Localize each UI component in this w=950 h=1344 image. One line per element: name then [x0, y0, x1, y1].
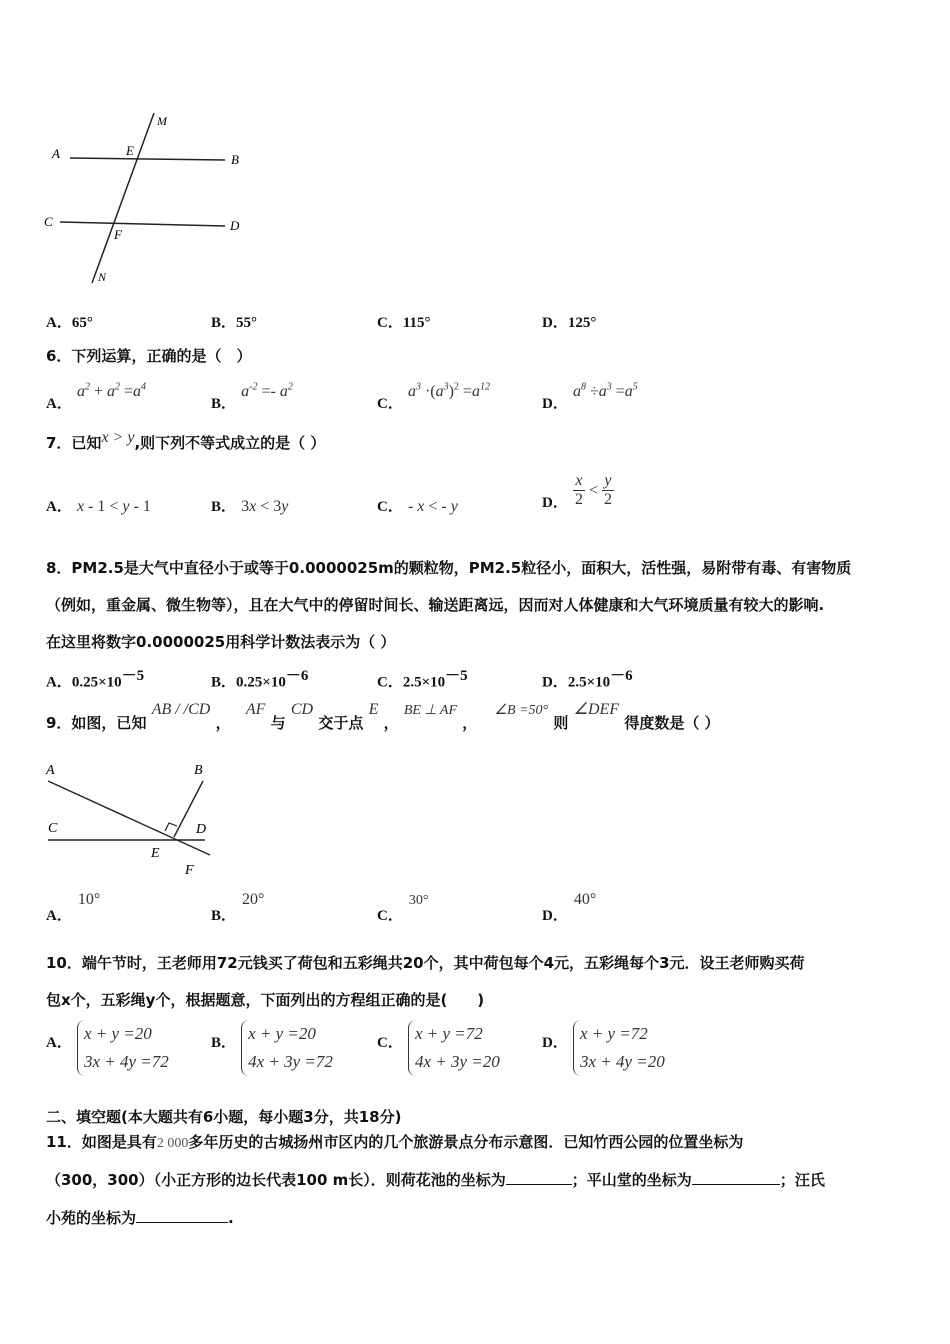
- q8-line2: （例如，重金属、微生物等），且在大气中的停留时间长、输送距离远，因而对人体健康和大气环境质量有较大的影响.: [46, 596, 825, 614]
- q10-line2: 包x个，五彩绳y个，根据题意，下面列出的方程组正确的是( ): [46, 991, 485, 1009]
- q5-option-b[interactable]: B．55°: [211, 315, 258, 331]
- label-n: N: [98, 270, 107, 284]
- q7-option-c[interactable]: C． - x < - y: [377, 498, 458, 515]
- q9-right-angle-mark: [165, 823, 177, 831]
- q9-label-d: D: [196, 822, 207, 837]
- label-a: A: [52, 146, 60, 161]
- q8-line3: 在这里将数字0.0000025用科学计数法表示为（ ）: [46, 633, 396, 651]
- label-d: D: [230, 218, 240, 233]
- q8-option-d[interactable]: D．$2.5\times 10^{-6}$: [542, 668, 633, 691]
- q6-option-d[interactable]: D． $a^8 \div a^3 =a^5$: [542, 381, 638, 412]
- label-e: E: [126, 143, 134, 158]
- q10-option-c[interactable]: C． x + y =72 4x + 3y =20: [377, 1020, 500, 1076]
- q9-option-b[interactable]: B．20°: [211, 891, 265, 924]
- answer-blank-lotus-pond[interactable]: [506, 1184, 572, 1185]
- q8-option-a[interactable]: A．$0.25\times 10^{-5}$: [46, 668, 145, 691]
- q11-line1: 11．如图是具有2 000多年历史的古城扬州市区内的几个旅游景点分布示意图．已知竹西公园的位置坐标为: [46, 1133, 744, 1151]
- q5-option-c[interactable]: C．115°: [377, 315, 431, 331]
- q5-option-d[interactable]: D．125°: [542, 315, 597, 331]
- q11-line3: 小苑的坐标为 .: [46, 1209, 234, 1227]
- q10-option-b[interactable]: B． x + y =20 4x + 3y =72: [211, 1020, 333, 1076]
- line-cd: [60, 222, 225, 226]
- q9-label-f: F: [185, 863, 194, 878]
- label-c: C: [44, 214, 53, 229]
- q7-stem: 7．已知x > y,则下列不等式成立的是（ ）: [46, 429, 326, 452]
- equation-system: x + y =72 4x + 3y =20: [408, 1020, 500, 1076]
- label-f: F: [114, 227, 122, 242]
- q6-option-b[interactable]: B． $a^{-2} =- a^2$: [211, 381, 293, 412]
- q10-option-a[interactable]: A． x + y =20 3x + 4y =72: [46, 1020, 169, 1076]
- label-b: B: [231, 152, 239, 167]
- q11-line2: （300，300）（小正方形的边长代表100 m长）．则荷花池的坐标为 ；平山堂的坐标为 ；汪氏: [46, 1171, 825, 1189]
- line-mn: [92, 113, 154, 283]
- q8-option-b[interactable]: B．$0.25\times 10^{-6}$: [211, 668, 309, 691]
- q9-label-b: B: [194, 763, 203, 778]
- q8-line1: 8．PM2.5是大气中直径小于或等于0.0000025m的颗粒物，PM2.5粒径小，面积大，活性强，易附带有毒、有害物质: [46, 559, 852, 577]
- q7-option-d[interactable]: D． $\frac{x}{2}$ < $\frac{y}{2}$: [542, 472, 612, 511]
- answer-blank-wang-garden[interactable]: [136, 1222, 228, 1223]
- equation-system: x + y =20 4x + 3y =72: [241, 1020, 333, 1076]
- q6-stem: 6．下列运算，正确的是（ ）: [46, 347, 252, 365]
- q7-option-a[interactable]: A． x - 1 < y - 1: [46, 498, 151, 515]
- q9-option-c[interactable]: C．30°: [377, 893, 429, 924]
- parallel-lines-figure: [40, 105, 260, 290]
- q9-figure: [40, 755, 220, 880]
- q5-option-a[interactable]: A．65°: [46, 315, 93, 331]
- q6-option-a[interactable]: A． $a^2 + a^2 =a^4$: [46, 381, 146, 412]
- q10-line1: 10．端午节时，王老师用72元钱买了荷包和五彩绳共20个，其中荷包每个4元，五彩绳每个3元．设王老师购买荷: [46, 954, 805, 972]
- q7-option-b[interactable]: B． 3x < 3y: [211, 498, 289, 515]
- q9-option-a[interactable]: A．10°: [46, 891, 101, 924]
- q8-option-c[interactable]: C．$2.5\times 10^{-5}$: [377, 668, 468, 691]
- section-title: 二、填空题(本大题共有6小题，每小题3分，共18分): [46, 1108, 402, 1126]
- label-m: M: [157, 114, 167, 128]
- line-ab: [70, 158, 225, 160]
- equation-system: x + y =20 3x + 4y =72: [77, 1020, 169, 1076]
- q9-line-af: [48, 781, 210, 855]
- q9-label-e: E: [151, 846, 160, 861]
- answer-blank-pingshan-hall[interactable]: [692, 1184, 780, 1185]
- q9-option-d[interactable]: D．40°: [542, 891, 597, 924]
- q6-option-c[interactable]: C． $a^3 \cdot(a^3)^2 =a^{12}$: [377, 381, 490, 412]
- q9-label-c: C: [48, 821, 58, 836]
- q9-label-a: A: [46, 763, 55, 778]
- equation-system: x + y =72 3x + 4y =20: [573, 1020, 665, 1076]
- q10-option-d[interactable]: D． x + y =72 3x + 4y =20: [542, 1020, 665, 1076]
- q9-stem: 9．如图，已知 AB / /CD ， AF 与 CD 交于点 E ， BE ⊥ AF ， ∠B =50° 则 ∠DEF 得度数是（ ）: [46, 701, 720, 732]
